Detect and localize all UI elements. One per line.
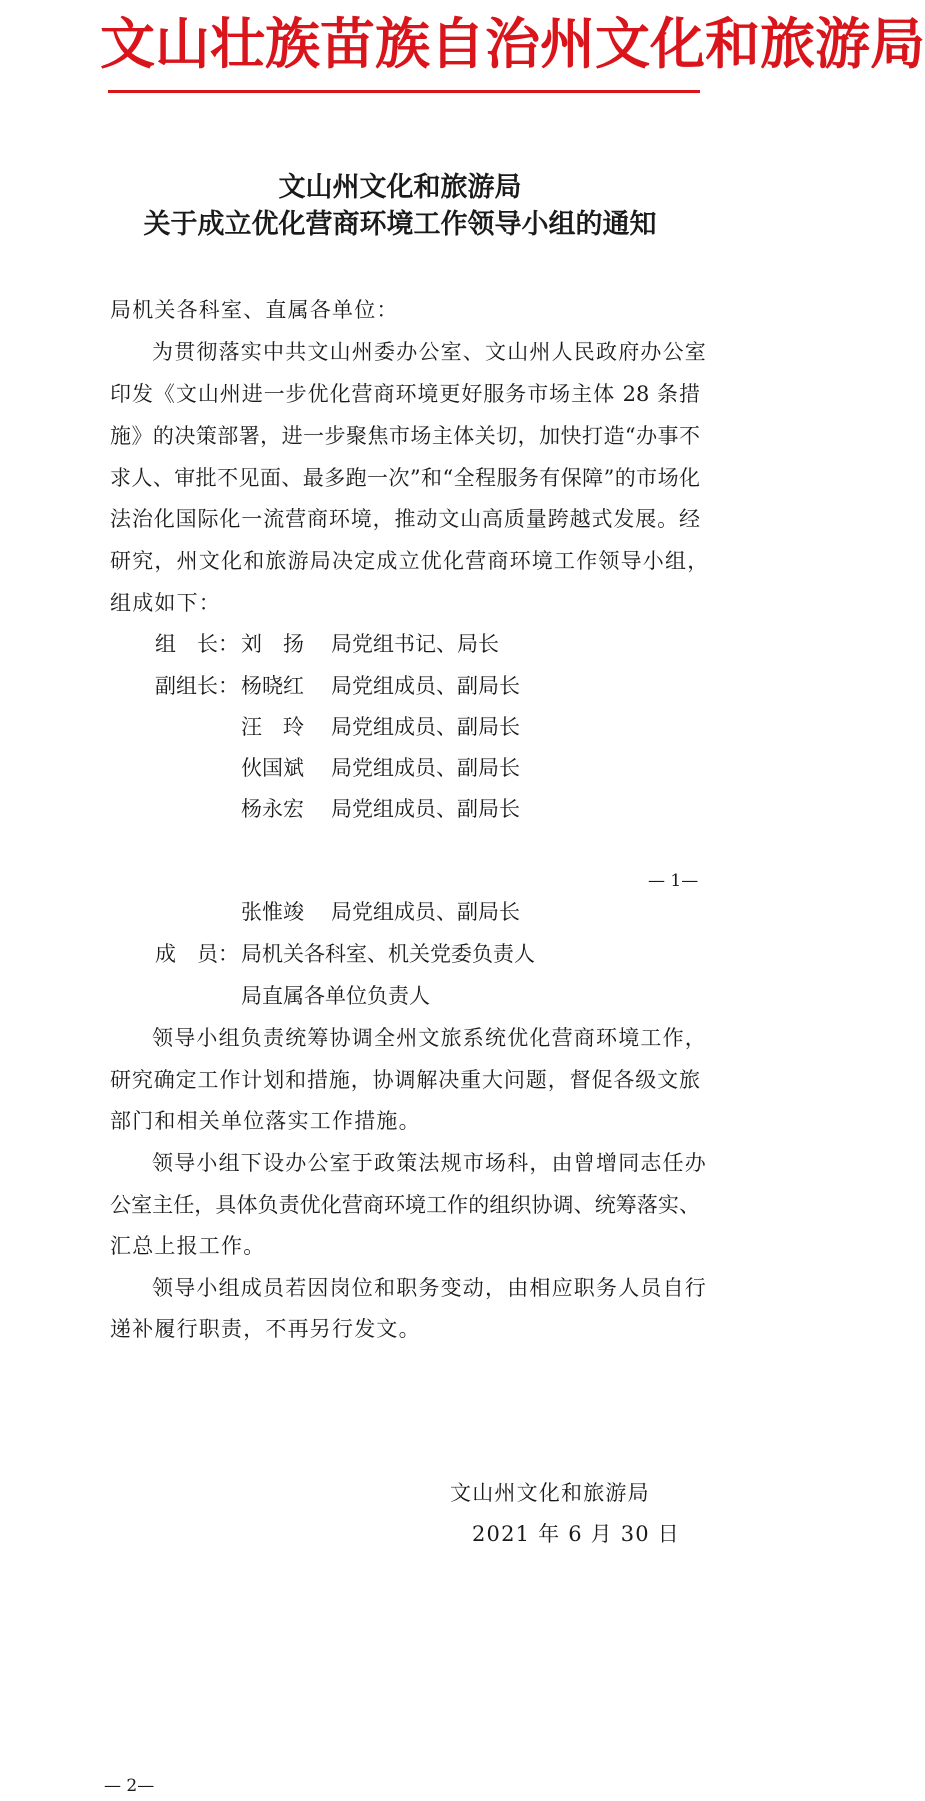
member-title: 局党组成员、副局长 bbox=[331, 715, 520, 739]
intro-line: 组成如下： bbox=[110, 591, 221, 615]
addressee: 局机关各科室、直属各单位： bbox=[110, 298, 399, 322]
member-title: 局党组成员、副局长 bbox=[331, 900, 520, 924]
member-row bbox=[155, 898, 520, 926]
member-name: 杨永宏 bbox=[241, 797, 304, 821]
member-role: 组 长： bbox=[155, 632, 239, 656]
member-row bbox=[155, 940, 535, 968]
member-role: 副组长： bbox=[155, 674, 239, 698]
member-name: 局机关各科室、机关党委负责人 bbox=[241, 942, 535, 966]
intro-line: 印发《文山州进一步优化营商环境更好服务市场主体 28 条措 bbox=[110, 382, 700, 406]
member-name: 刘 扬 bbox=[241, 632, 304, 656]
page-number: — 1— bbox=[648, 871, 699, 891]
masthead-red-rule bbox=[108, 90, 700, 93]
signature-org: 文山州文化和旅游局 bbox=[450, 1481, 650, 1505]
body-line: 领导小组成员若因岗位和职务变动，由相应职务人员自行 bbox=[152, 1276, 707, 1300]
body-line: 汇总上报工作。 bbox=[110, 1234, 266, 1258]
member-row bbox=[155, 795, 520, 823]
member-title: 局党组成员、副局长 bbox=[331, 797, 520, 821]
body-line: 领导小组下设办公室于政策法规市场科，由曾增同志任办 bbox=[152, 1151, 707, 1175]
body-line: 公室主任，具体负责优化营商环境工作的组织协调、统筹落实、 bbox=[110, 1193, 700, 1217]
member-name: 局直属各单位负责人 bbox=[241, 984, 430, 1008]
member-name: 张惟竣 bbox=[241, 900, 304, 924]
intro-line: 施》的决策部署，进一步聚焦市场主体关切，加快打造“办事不 bbox=[110, 424, 700, 448]
member-row bbox=[155, 672, 520, 700]
member-role: 成 员： bbox=[155, 942, 239, 966]
document-title-line1: 文山州文化和旅游局 bbox=[278, 172, 522, 203]
signature-date: 2021 年 6 月 30 日 bbox=[472, 1522, 680, 1546]
intro-line: 为贯彻落实中共文山州委办公室、文山州人民政府办公室 bbox=[152, 340, 707, 364]
intro-line: 研究，州文化和旅游局决定成立优化营商环境工作领导小组， bbox=[110, 549, 710, 573]
body-line: 研究确定工作计划和措施，协调解决重大问题，督促各级文旅 bbox=[110, 1068, 700, 1092]
member-name: 伙国斌 bbox=[241, 756, 304, 780]
member-title: 局党组成员、副局长 bbox=[331, 756, 520, 780]
member-row bbox=[155, 754, 520, 782]
body-line: 领导小组负责统筹协调全州文旅系统优化营商环境工作， bbox=[152, 1026, 707, 1050]
member-row bbox=[155, 982, 430, 1010]
intro-line: 法治化国际化一流营商环境，推动文山高质量跨越式发展。经 bbox=[110, 507, 700, 531]
document-title-line2: 关于成立优化营商环境工作领导小组的通知 bbox=[143, 209, 657, 240]
member-title: 局党组成员、副局长 bbox=[331, 674, 520, 698]
member-name: 杨晓红 bbox=[241, 674, 304, 698]
member-row bbox=[155, 630, 499, 658]
body-line: 递补履行职责，不再另行发文。 bbox=[110, 1317, 421, 1341]
masthead-issuer: 文山壮族苗族自治州文化和旅游局 bbox=[100, 11, 925, 76]
member-row bbox=[155, 713, 520, 741]
intro-line: 求人、审批不见面、最多跑一次”和“全程服务有保障”的市场化 bbox=[110, 466, 700, 490]
member-title: 局党组书记、局长 bbox=[331, 632, 499, 656]
page-number: — 2— bbox=[104, 1776, 155, 1796]
member-name: 汪 玲 bbox=[241, 715, 304, 739]
body-line: 部门和相关单位落实工作措施。 bbox=[110, 1109, 421, 1133]
